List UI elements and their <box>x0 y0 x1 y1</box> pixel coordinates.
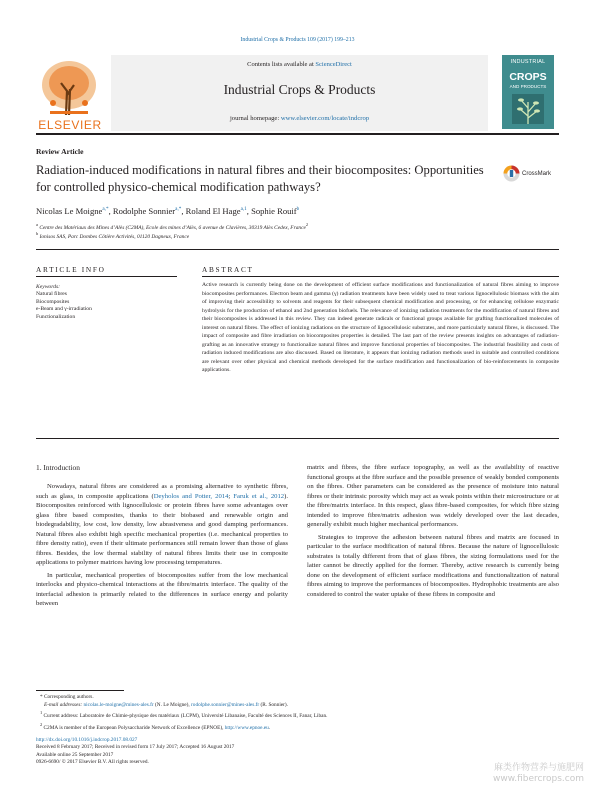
contents-line <box>111 61 488 68</box>
paragraph-text: Nowadays, natural fibres are considered as a promising alternative to synthetic fibres, such as glass, in composite applications ( <box>36 483 288 500</box>
abstract-heading: ABSTRACT <box>202 265 254 274</box>
author-separator: , <box>108 206 113 216</box>
citation-link[interactable]: Faruk et al., 2012 <box>233 492 285 500</box>
available-online: Available online 25 September 2017 <box>36 751 114 758</box>
journal-reference[interactable]: Industrial Crops & Products 109 (2017) 199–213 <box>240 37 355 43</box>
keywords-label: Keywords: <box>36 284 61 290</box>
affiliation <box>36 222 308 231</box>
author-marks[interactable]: b <box>296 206 300 213</box>
footnote-text: C2MA is member of the European Polysaccharide Network of Excellence (EPNOE), <box>43 724 225 731</box>
author-marks[interactable]: a,* <box>102 206 109 213</box>
author-name[interactable]: Nicolas Le Moigne <box>36 206 103 216</box>
cover-text-top: INDUSTRIAL <box>510 59 546 65</box>
author-name[interactable]: Roland El Hage <box>185 206 241 216</box>
footnote-text: Current address: Laboratoire de Chimie-physique des matériaux (LCPM), Université Libanaise, Faculté des Sciences II, Fanar, Liban. <box>43 712 328 719</box>
homepage-prefix: journal homepage: <box>229 115 281 122</box>
article-info-rule <box>36 276 177 277</box>
doi-link[interactable]: http://dx.doi.org/10.1016/j.indcrop.2017.08.027 <box>36 737 138 743</box>
article-info-heading: ARTICLE INFO <box>36 265 106 274</box>
body-column-left <box>36 482 288 609</box>
email-owner: (N. Le Moigne), <box>153 701 192 708</box>
keywords-list <box>36 291 92 321</box>
footnote-emails <box>36 702 559 710</box>
watermark <box>444 763 584 785</box>
affiliation-text: Centre des Matériaux des Mines d’Alès (C2MA), Ecole des mines d’Alès, 6 avenue de Clavières, 30319 Alès Cedex, France <box>39 224 306 231</box>
footnotes <box>36 694 559 732</box>
author-separator: , <box>181 206 186 216</box>
author-name[interactable]: Sophie Rouif <box>251 206 297 216</box>
watermark-line: www.fibercrops.com <box>493 774 584 784</box>
affiliation-mark: a <box>36 222 38 227</box>
keyword: Biocomposites <box>36 298 70 305</box>
affiliation-suffix: 2 <box>305 222 309 227</box>
paragraph-text: ). Biocomposites reinforced with lignocellulosic or protein fibres have some advantages over glass fibre based composites, thanks to their biobased and renewable origin and biodegradability, low cost, low density, low abrasiveness and good damping performances. Natural fibres also exhibit high specific mechanical properties (i.e. mechanical properties to fibre density ratio), even if their ultimate performances still remain lower than those of glass fibres. Besides, the low thermal stability of natural fibres limits their use in composite applications to polymer matrices having low processing temperatures. <box>36 492 288 566</box>
crossmark-icon[interactable] <box>503 165 520 182</box>
journal-homepage-link[interactable]: www.elsevier.com/locate/indcrop <box>280 115 370 122</box>
abstract-text: Active research is currently being done on the development of efficient surface modifications and functionalization of natural fibres aiming to improve biocomposites performances. Electron beam and gamma (γ) radiation treatments have been widely used to treat various lignocellulosic biomass with the aim of improving their accessibility to solvents and reagents for their subsequent chemical modification and processing, or for enhancing cellulose enzymatic hydrolysis for the production of ethanol and 2nd generation biofuels. The relevance of ionizing radiation treatments for the modification of natural fibres and their biocomposites is addressed in this review. They can indeed generate radicals or functional groups available for grafting functionalized molecules of interest on natural fibres. The effect of ionizing radiations on the structure of lignocellulosic substrates, and more particularly natural fibres, is discussed. The impact of composite and fibre irradiation on biocomposites properties is detailed. The last part of the review presents insights on advantages of radiation-grafting as an innovative strategy to functionalize natural fibres and improve functional properties of biocomposites. The industrial feasibility and costs of radiation induced modifications are also discussed. Based on literature, it appears that ionizing radiation methods used in suitable and controlled conditions are relevant over other physical and chemical methods developed for the surface modification and functionalization of bio-reinforcements in composite applications. <box>202 282 559 374</box>
article-title: Radiation-induced modifications in natural fibres and their biocomposites: Opportunities for controlled physico-chemical modification pathways? <box>36 163 484 194</box>
footnote-corresponding: * Corresponding authors. <box>36 694 94 700</box>
author-separator: , <box>246 206 252 216</box>
copyright: 0926-6690/ © 2017 Elsevier B.V. All rights reserved. <box>36 759 149 766</box>
body-column-right <box>307 463 559 599</box>
email-link[interactable]: rodolphe.sonnier@mines-ales.fr <box>191 701 260 708</box>
received-dates: Received 8 February 2017; Received in revised form 17 July 2017; Accepted 16 August 2017 <box>36 744 235 751</box>
contents-prefix: Contents lists available at <box>247 61 316 68</box>
affiliation-text: Ionisos SAS, Parc Dombes Côtière Activités, 01120 Dagneux, France <box>39 233 190 240</box>
footnote-text: . <box>268 724 271 731</box>
epnoe-link[interactable]: http://www.epnoe.eu <box>224 724 269 731</box>
author-marks[interactable]: a,* <box>175 206 182 213</box>
crossmark-label[interactable]: CrossMark <box>522 171 552 177</box>
affiliation-mark: b <box>36 231 39 236</box>
footnote-text: Corresponding authors. <box>43 694 94 700</box>
email-label: E-mail addresses: <box>43 701 84 708</box>
affiliation <box>36 231 189 240</box>
body-paragraph <box>36 482 288 568</box>
homepage-line <box>111 115 488 122</box>
article-type: Review Article <box>36 147 84 156</box>
email-owner: (R. Sonnier). <box>259 701 289 708</box>
author-list <box>36 206 299 216</box>
header-divider <box>36 133 559 135</box>
body-paragraph: Strategies to improve the adhesion between natural fibres and matrix are focused in particular to the surface modification of natural fibres. Because the nature of lignocellulosic substrates is totally different from that of glass fibres, the sizing formulations used for the latter cannot be directly applied for the former. Thereby, active research is currently being done on the development of efficient surface modifications and functionalization of natural fibres aiming to improve the performances of biocomposites. Hydrophobic treatments are also considered to control the water uptake of these fibres in composite and <box>307 533 559 598</box>
footnote-1: $^1$ Current address: Laboratoire de Chimie-physique des matériaux (LCPM), Université Libanaise, Faculté des Sciences II, Fanar, Liban. <box>39 710 328 719</box>
watermark-line: 麻类作物营养与施肥网 <box>493 763 584 773</box>
footnote-2: $^2$ C2MA is member of the European Polysaccharide Network of Excellence (EPNOE), http://www.epnoe.eu. <box>39 721 271 731</box>
section-divider <box>36 249 559 250</box>
footnote-rule <box>36 690 124 691</box>
section-heading: 1. Introduction <box>36 463 80 472</box>
abstract-rule <box>202 276 559 277</box>
body-paragraph: matrix and fibres, the fibre surface topography, as well as the availability of reactive functional groups at the fibre surface and the possible presence of weakly bonded components on the fibres. Other parameters can be considered as the presence of moisture into natural fibres or their intrinsic porosity which may act as weak points within their microstructure or at the fibre/matrix interface. In this respect, glass fibre-based composites, for which fibre sizing intended to improve fibre/matrix adhesion was widely developed over the last decades, generally exhibit much higher mechanical performances. <box>307 464 559 528</box>
cover-text-main: CROPS <box>509 71 547 83</box>
publisher-logo-text: ELSEVIER <box>38 118 102 132</box>
author-name[interactable]: Rodolphe Sonnier <box>112 206 176 216</box>
journal-title: Industrial Crops & Products <box>223 82 376 97</box>
abstract-bottom-rule <box>36 438 559 439</box>
email-link[interactable]: nicolas.le-moigne@mines-ales.fr <box>83 701 154 708</box>
body-paragraph: In particular, mechanical properties of biocomposites suffer from the low mechanical interlocks and physico-chemical interactions at the fibre/matrix interface. The quality of the interfacial adhesion is primarily related to the differences in surface energy and polarity between <box>36 571 288 607</box>
keyword: Natural fibres <box>36 291 67 297</box>
sciencedirect-link[interactable]: ScienceDirect <box>315 61 352 68</box>
citation-link[interactable]: Deyholos and Potter, 2014 <box>153 492 229 500</box>
cover-plant-image <box>512 94 544 124</box>
keyword: Functionalization <box>36 313 76 320</box>
author-marks[interactable]: a,1 <box>240 206 247 213</box>
keyword: e-Beam and γ-irradiation <box>36 306 92 312</box>
citation-separator: ; <box>228 492 234 500</box>
cover-text-bottom: AND PRODUCTS <box>509 84 547 89</box>
